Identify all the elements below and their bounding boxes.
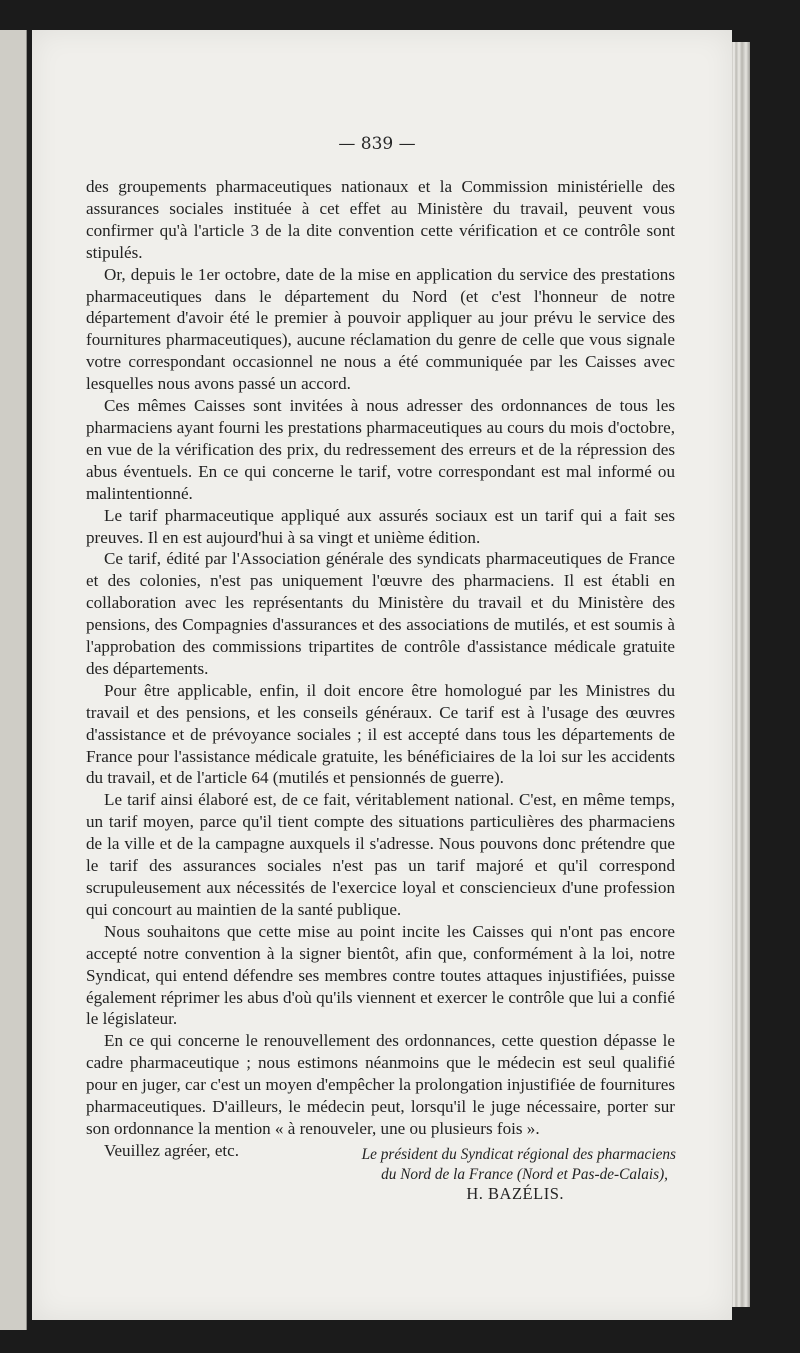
paragraph-3: Ces mêmes Caisses sont invitées à nous adresser des ordonnances de tous les pharmaciens ayant fourni les prestations pharmaceutiques au cours du mois d'octobre, en vue de la vérification des prix, du redressement des erreurs et de la répression des abus éventuels. En ce qui concerne le tarif, votre correspondant est mal informé ou malintentionné.	[86, 396, 675, 503]
paragraph-7: Le tarif ainsi élaboré est, de ce fait, véritablement national. C'est, en même temps, un tarif moyen, parce qu'il tient compte des situations particulières des pharmaciens de la ville et de la campagne auxquels il s'adresse. Nous pouvons donc prétendre que le tarif des assurances sociales n'est pas un tarif majoré et qu'il correspond scrupuleusement aux nécessités de l'exercice loyal et consciencieux d'une profession qui concourt au maintien de la santé publique.	[86, 790, 675, 919]
left-page-edge	[0, 30, 27, 1330]
paragraph-2: Or, depuis le 1er octobre, date de la mise en application du service des prestations pharmaceutiques dans le département du Nord (et c'est l'honneur de notre département d'avoir été le premier à pouvoir appliquer au jour prévu le service des fournitures pharmaceutiques), aucune réclamation du genre de celle que vous signale votre correspondant occasionnel ne nous a été communiquée par les Caisses avec lesquelles nous avons passé un accord.	[86, 264, 675, 394]
signatory-name: H. BAZÉLIS.	[466, 1184, 564, 1203]
paragraph-1: des groupements pharmaceutiques nationaux et la Commission ministérielle des assurances sociales instituée à cet effet au Ministère du travail, peuvent vous confirmer qu'à l'article 3 de la dite convention cette vérification et ce contrôle sont stipulés.	[86, 177, 675, 262]
paragraph-9: En ce qui concerne le renouvellement des ordonnances, cette question dépasse le cadre pharmaceutique ; nous estimons néanmoins que le médecin est seul qualifié pour en juger, car c'est un moyen d'empêcher la prolongation injustifiée de fournitures pharmaceutiques. D'ailleurs, le médecin peut, lorsqu'il le juge nécessaire, porter sur son ordonnance la mention « à renouveler, une ou plusieurs fois ».	[86, 1031, 675, 1138]
paper-sheet	[32, 30, 732, 1320]
signature-title-line-1: Le président du Syndicat régional des pharmaciens	[361, 1146, 676, 1163]
paragraph-8: Nous souhaitons que cette mise au point incite les Caisses qui n'ont pas encore accepté notre convention à la signer bientôt, afin que, conformément à la loi, notre Syndicat, qui entend défendre ses membres contre toutes attaques injustifiées, puisse également réprimer les abus d'où qu'ils viennent et exercer le contrôle que lui a confié le législateur.	[86, 921, 675, 1029]
paragraph-4: Le tarif pharmaceutique appliqué aux assurés sociaux est un tarif qui a fait ses preuves. Il en est aujourd'hui à sa vingt et unième édition.	[86, 505, 675, 547]
paragraph-5: Ce tarif, édité par l'Association générale des syndicats pharmaceutiques de France et des colonies, n'est pas uniquement l'œuvre des pharmaciens. Il est établi en collaboration avec les représentants du Ministère du travail et du Ministère des pensions, des Compagnies d'assurances et des associations de mutilés, et est soumis à l'approbation des commissions tripartites de contrôle d'assistance médicale gratuite des départements.	[86, 549, 675, 678]
page-number: — 839 —	[338, 134, 416, 154]
signature-title-line-2: du Nord de la France (Nord et Pas-de-Calais),	[381, 1165, 668, 1183]
signature-block	[32, 1145, 676, 1204]
closing-formula: Veuillez agréer, etc.	[104, 1140, 240, 1160]
letter-body	[86, 176, 675, 1162]
paragraph-6: Pour être applicable, enfin, il doit encore être homologué par les Ministres du travail et des pensions, et les conseils généraux. Ce tarif est à l'usage des œuvres d'assistance et de prévoyance sociales ; il est accepté dans tous les départements de France pour l'assistance médicale gratuite, les bénéficiaires de la loi sur les accidents du travail, et de l'article 64 (mutilés et pensionnés de guerre).	[86, 680, 675, 788]
